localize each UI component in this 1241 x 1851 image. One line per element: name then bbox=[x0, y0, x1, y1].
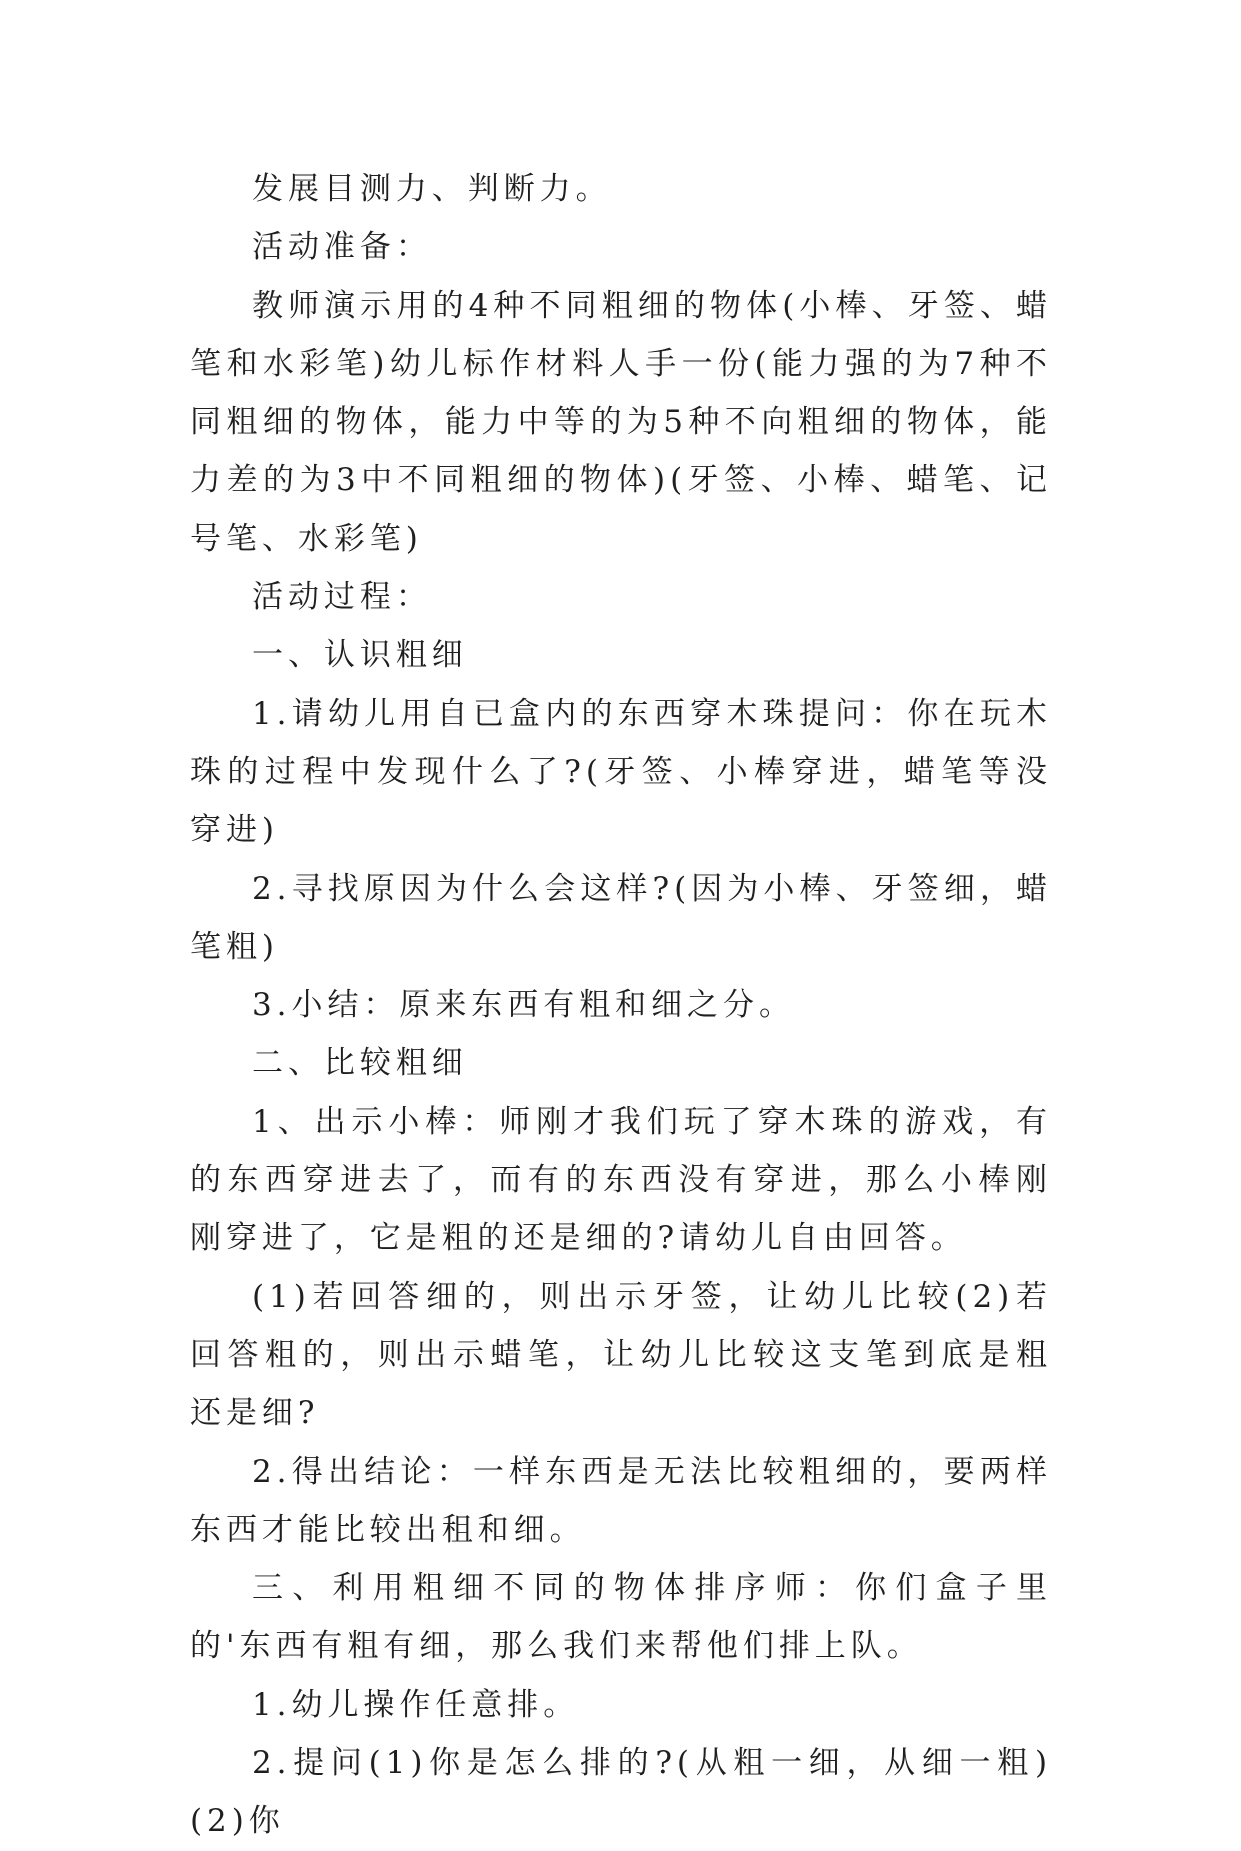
paragraph: 2.寻找原因为什么会这样?(因为小棒、牙签细，蜡笔粗) bbox=[190, 870, 1052, 965]
paragraph: 1、出示小棒：师刚才我们玩了穿木珠的游戏，有的东西穿进去了，而有的东西没有穿进，那么小棒刚刚穿进了，它是粗的还是细的?请幼儿自由回答。 bbox=[190, 1103, 1052, 1257]
section-label: 活动准备： bbox=[252, 229, 432, 266]
section-heading: 三、利用粗细不同的物体排序师：你们盒子里的'东西有粗有细，那么我们来帮他们排上队。 bbox=[190, 1570, 1052, 1665]
document-body bbox=[190, 160, 1052, 1851]
section-heading: 二、比较粗细 bbox=[252, 1045, 468, 1082]
paragraph: 发展目测力、判断力。 bbox=[252, 171, 612, 207]
paragraph: 2.得出结论：一样东西是无法比较粗细的，要两样东西才能比较出租和细。 bbox=[190, 1453, 1052, 1548]
section-heading: 一、认识粗细 bbox=[252, 637, 468, 674]
paragraph: 1.幼儿操作任意排。 bbox=[252, 1686, 580, 1723]
paragraph: 1.请幼儿用自已盒内的东西穿木珠提问：你在玩木珠的过程中发现什么了?(牙签、小棒穿进，蜡笔等没穿进) bbox=[190, 695, 1052, 849]
paragraph: 教师演示用的4种不同粗细的物体(小棒、牙签、蜡笔和水彩笔)幼儿标作材料人手一份(能力强的为7种不同粗细的物体，能力中等的为5种不向粗细的物体，能力差的为3中不同粗细的物体)(牙签、小棒、蜡笔、记号笔、水彩笔) bbox=[190, 287, 1052, 557]
paragraph: 3.小结：原来东西有粗和细之分。 bbox=[252, 987, 795, 1024]
paragraph: (1)若回答细的，则出示牙签，让幼儿比较(2)若回答粗的，则出示蜡笔，让幼儿比较这支笔到底是粗还是细? bbox=[190, 1278, 1052, 1432]
paragraph: 2.提问(1)你是怎么排的?(从粗一细，从细一粗)(2)你 bbox=[190, 1745, 1052, 1840]
section-label: 活动过程： bbox=[252, 579, 432, 616]
